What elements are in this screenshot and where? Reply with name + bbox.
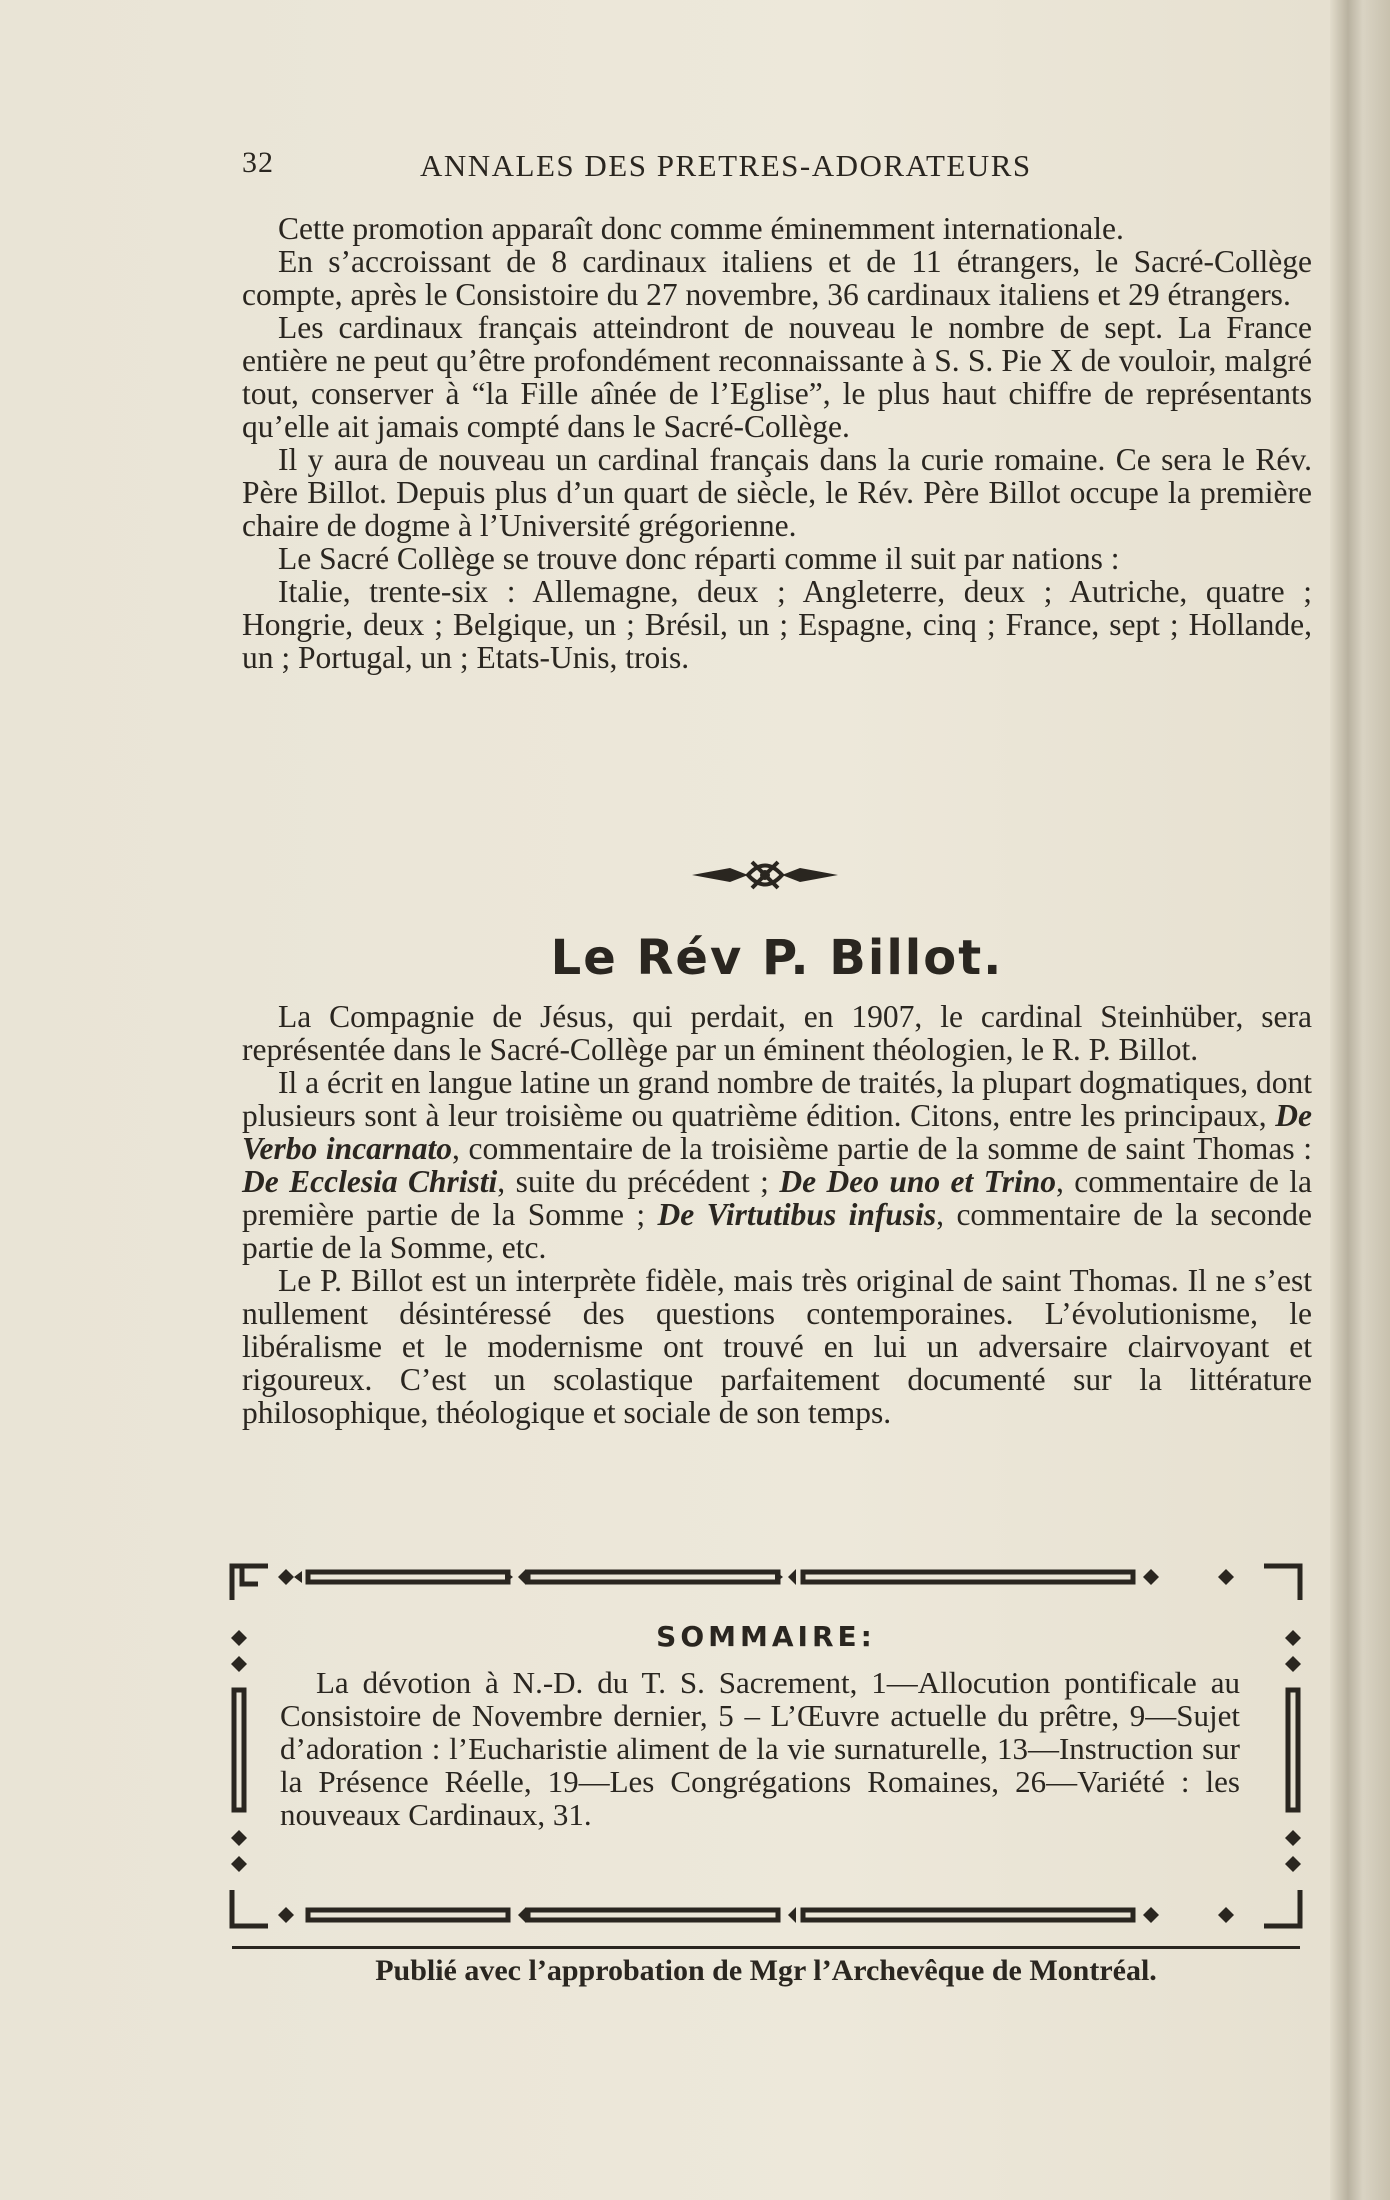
article-billot xyxy=(242,1000,1312,1429)
text-run: , suite du précédent ; xyxy=(497,1164,780,1199)
section-title: Le Rév P. Billot. xyxy=(550,930,1004,986)
paragraph: Italie, trente-six : Allemagne, deux ; Angleterre, deux ; Autriche, quatre ; Hongrie, deux ; Belgique, un ; Brésil, un ; Espagne, cinq ; France, sept ; Hollande, un ; Portugal, un ; Etats-Unis, trois. xyxy=(242,574,1312,675)
sommaire-contents xyxy=(280,1666,1240,1831)
page-number: 32 xyxy=(242,146,274,179)
text-run: , commentaire de la seconde partie de la Somme, etc. xyxy=(242,1197,1312,1265)
paragraph: Cette promotion apparaît donc comme éminemment internationale. xyxy=(278,211,1124,246)
sommaire-heading: SOMMAIRE: xyxy=(656,1620,876,1653)
article-consistoire xyxy=(242,212,1312,674)
paragraph-works xyxy=(242,1066,1312,1264)
sommaire-box xyxy=(228,1560,1304,1932)
footer-rule xyxy=(232,1946,1300,1949)
paragraph: Le P. Billot est un interprète fidèle, mais très original de saint Thomas. Il ne s’est nullement désintéressé des questions contemporaines. L’évolutionisme, le libéralisme et le modernisme ont trouvé en lui un adversaire clairvoyant et rigoureux. C’est un scolastique parfaitement documenté sur la littérature philosophique, théologique et sociale de son temps. xyxy=(242,1263,1312,1430)
text-run: , commentaire de la troisième partie de la somme de saint Thomas : xyxy=(451,1131,1313,1166)
journal-title: ANNALES DES PRETRES-ADORATEURS xyxy=(420,148,1032,183)
text-run: , commentaire de la première partie de la Somme ; xyxy=(242,1164,1312,1232)
book-title: De Deo uno et Trino xyxy=(779,1164,1057,1199)
approval-notice: Publié avec l’approbation de Mgr l’Archevêque de Montréal. xyxy=(375,1954,1157,1987)
book-title: De Verbo incarnato xyxy=(242,1098,1312,1166)
book-title: De Virtutibus infusis xyxy=(657,1197,937,1232)
paragraph: Le Sacré Collège se trouve donc réparti comme il suit par nations : xyxy=(278,541,1120,576)
running-head xyxy=(242,140,1312,190)
section-divider-ornament xyxy=(690,852,840,898)
paragraph: Les cardinaux français atteindront de nouveau le nombre de sept. La France entière ne peut qu’être profondément reconnaissante à S. S. Pie X de vouloir, malgré tout, conserver à “la Fille aînée de l’Eglise”, le plus haut chiffre de représentants qu’elle ait jamais compté dans le Sacré-Collège. xyxy=(242,310,1312,444)
binding-gutter xyxy=(1330,0,1390,2200)
text-run: Il a écrit en langue latine un grand nombre de traités, la plupart dogmatiques, dont plusieurs sont à leur troisième ou quatrième édition. Citons, entre les principaux, xyxy=(242,1065,1312,1133)
paragraph: En s’accroissant de 8 cardinaux italiens et de 11 étrangers, le Sacré-Collège compte, après le Consistoire du 27 novembre, 36 cardinaux italiens et 29 étrangers. xyxy=(242,244,1312,312)
book-title: De Ecclesia Christi xyxy=(242,1164,498,1199)
sommaire-paragraph: La dévotion à N.-D. du T. S. Sacrement, 1—Allocution pontificale au Consistoire de Novembre dernier, 5 – L’Œuvre actuelle du prêtre, 9—Sujet d’adoration : l’Eucharistie aliment de la vie surnaturelle, 13—Instruction sur la Présence Réelle, 19—Les Congrégations Romaines, 26—Variété : les nouveaux Cardinaux, 31. xyxy=(280,1665,1240,1832)
paragraph: La Compagnie de Jésus, qui perdait, en 1907, le cardinal Steinhüber, sera représentée dans le Sacré-Collège par un éminent théologien, le R. P. Billot. xyxy=(242,999,1312,1067)
paragraph: Il y aura de nouveau un cardinal français dans la curie romaine. Ce sera le Rév. Père Billot. Depuis plus d’un quart de siècle, le Rév. Père Billot occupe la première chaire de dogme à l’Université grégorienne. xyxy=(242,442,1312,543)
